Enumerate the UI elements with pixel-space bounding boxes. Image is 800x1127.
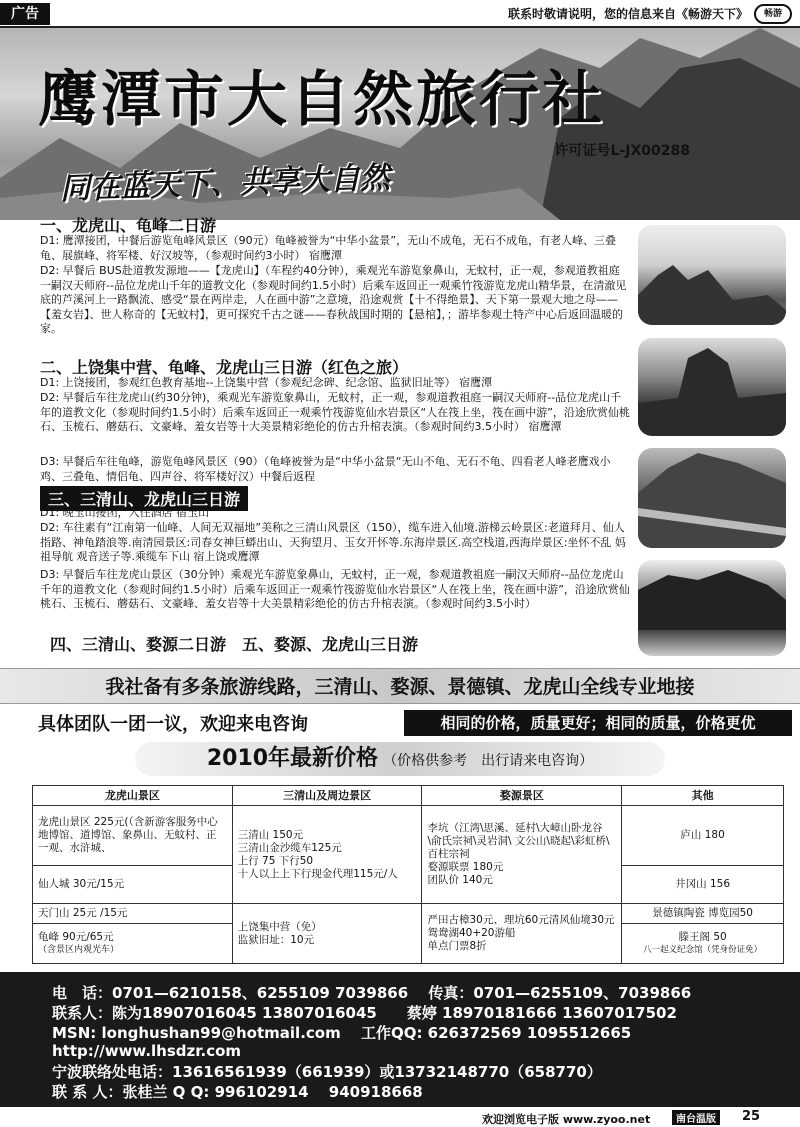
itinerary-day: D2: 早餐后 BUS赴道教发源地——【龙虎山】（车程约40分钟），乘观光车游览象鼻山，无蚊村，正一观，参观道教祖庭一嗣汉天师府--品位龙虎山千年的道教文化（参观时间约1.5小时）后乘车返回正一观乘竹筏游览龙虎山精华景，在清澈见底的芦溪河上一路飘流、感受“景在两岸走，人在画中游”之意境，沿途观赏【十不得绝景】、天下第一景观大地之母——【羞女岩】、世人称奇的【无蚊村】，更可探究千古之谜——春秋战国时期的【悬棺】，；游毕参观土特产中心后返回温暖的家。 (40, 264, 627, 335)
cell-line: 十人以上上下行现金代理115元/人 (237, 867, 398, 880)
msn-line: MSN: longhushan99@hotmail.com 工作QQ: 626372569 1095512665 (52, 1024, 632, 1042)
price-note: （价格供参考 出行请来电咨询） (383, 753, 594, 769)
table-cell (422, 806, 622, 904)
scenery-photo (638, 338, 786, 436)
table-cell: 天门山 25元 /15元 (33, 904, 233, 924)
section-title: 二、上饶集中营、龟峰、龙虎山三日游（红色之旅） (40, 358, 409, 377)
cell-line: 上饶集中营（免） (237, 920, 322, 933)
table-header: 其他 (622, 786, 784, 806)
table-cell: 龙虎山景区 225元(（含新游客服务中心地博馆、道博馆、象鼻山、无蚊村、正一观、水浒城、 (33, 806, 233, 866)
cell-line: 监狱旧址：10元 (237, 933, 315, 946)
consult-slogan: 具体团队一团一议，欢迎来电咨询 (38, 714, 308, 735)
table-header: 龙虎山景区 (33, 786, 233, 806)
contact-footer (0, 972, 800, 1107)
section-title: 四、三清山、婺源二日游 五、婺源、龙虎山三日游 (50, 635, 419, 654)
cell-line: 单点门票8折 (427, 940, 487, 952)
cell-line: 李坑（江湾\思溪、延村\大嶂山卧龙谷\俞氏宗祠\灵岩洞\ 文公山\晓起\彩虹桥\ (427, 822, 610, 847)
itinerary-day: D1: 晚玉山接团，入住酒店 宿玉山 (40, 506, 210, 519)
itinerary-day: D1: 鹰潭接团，中餐后游览龟峰风景区（90元）龟峰被誉为“中华小盆景”，无山不成龟，无石不成龟，有老人峰、三叠龟、展旗峰、将军楼、好汉坡等，（参观时间约3小时） 宿鹰潭 (40, 234, 617, 262)
table-cell: 仙人城 30元/15元 (33, 866, 233, 904)
price-header (135, 742, 665, 776)
table-cell (622, 924, 784, 964)
website-link[interactable]: http://www.lhsdzr.com (52, 1042, 242, 1060)
slogan: 同在蓝天下、共享大自然 (59, 160, 391, 207)
quality-slogan: 相同的价格，质量更好；相同的质量，价格更优 (404, 710, 792, 736)
ningbo-line: 宁波联络处电话：13616561939（661939）或13732148770（658770） (52, 1063, 602, 1081)
itinerary-day: D2: 早餐后车往龙虎山(约30分钟)，乘观光车游览象鼻山，无蚊村，正一观，参观道教祖庭一嗣汉天师府--品位龙虎山千年的道教文化（参观时间约1.5小时）后乘车返回正一观乘竹筏游览仙水岩景区“人在筏上坐，筏在画中游”，沿途欣赏仙桃石、玉梳石、蘑菇石、文豪峰、羞女岩等十大美景精彩绝伦的仿古升棺表演。（参观时间约3.5小时） 宿鹰潭 (40, 391, 630, 433)
magazine-logo: 畅游 (754, 4, 792, 24)
cell-line: 鸳鸯湖40+20游船 (427, 927, 516, 939)
top-note: 联系时敬请说明，您的信息来自《畅游天下》 (507, 7, 748, 21)
table-cell: 庐山 180 (622, 806, 784, 866)
contact-line: 联 系 人：张桂兰 Q Q: 996102914 940918668 (52, 1083, 423, 1101)
table-cell (232, 806, 422, 904)
itinerary-day: D3: 早餐后车往龟峰，游览龟峰风景区（90）（龟峰被誉为是“中华小盆景“无山不龟、无石不龟、四看老人峰老鹰戏小鸡、三叠龟、情侣龟、四声谷、将军楼好汉）中餐后返程 (40, 455, 611, 483)
license-number: 许可证号L-JX00288 (554, 143, 690, 159)
cell-line: 婺源联票 180元 (427, 861, 504, 873)
agency-title: 鹰潭市大自然旅行社 (38, 65, 605, 135)
page-number: 25 (742, 1109, 761, 1124)
bottom-bar (0, 1108, 800, 1127)
scenery-photo (638, 560, 786, 656)
table-cell: 景德镇陶瓷 博览园50 (622, 904, 784, 924)
cell-line: 龟峰 90元/65元 (38, 930, 114, 943)
itinerary-day: D3: 早餐后车往龙虎山景区（30分钟）乘观光车游览象鼻山，无蚊村，正一观，参观道教祖庭一嗣汉天师府--品位龙虎山千年的道教文化（参观时间约1.5小时）后乘车返回正一观乘竹筏游览仙水岩景区“人在筏上坐，筏在画中游”，沿途欣赏仙桃石、玉梳石、蘑菇石、文豪峰、羞女岩等十大美景精彩绝伦的仿古升棺表演。（参观时间约3.5小时） (40, 568, 630, 610)
contact-line: 联系人：陈为18907016045 13807016045 蔡婷 18970181666 13607017502 (52, 1004, 677, 1022)
cell-line: 百柱宗祠 (427, 848, 470, 860)
table-cell: 井冈山 156 (622, 866, 784, 904)
cell-line: 严田古樟30元、理坑60元清风仙境30元 (427, 914, 615, 926)
ebook-link[interactable]: 欢迎浏览电子版 www.zyoo.net (482, 1113, 651, 1126)
section-title: 一、龙虎山、龟峰二日游 (40, 216, 217, 235)
cell-line: 三清山金沙缆车125元 (237, 841, 342, 854)
cell-line: （含景区内观光车） (38, 944, 120, 955)
phone-line: 电 话：0701—6210158、6255109 7039866 传真：0701—6255109、7039866 (52, 984, 692, 1002)
section-title: 三、三清山、龙虎山三日游 (40, 486, 248, 511)
itinerary-day: D1: 上饶接团，参观红色教育基地--上饶集中营（参观纪念碑、纪念馆、监狱旧址等） 宿鹰潭 (40, 376, 493, 389)
itinerary-day: D2: 车往素有“江南第一仙峰、人间无双福地”美称之三清山风景区（150），缆车进入仙境.游梯云岭景区:老道拜月、仙人指路、神龟踏浪等.南清园景区:司春女神巨蟒出山、天狗望月、玉女开怀等.东海岸景区.高空栈道,西海岸景区:坐怀不乱 妈祖导航 观音送子等.乘缆车下山 宿上饶或鹰潭 (40, 521, 626, 563)
routes-banner: 我社备有多条旅游线路，三清山、婺源、景德镇、龙虎山全线专业地接 (0, 668, 800, 704)
cell-line: 团队价 140元 (427, 874, 493, 886)
table-cell (232, 904, 422, 964)
edition-badge: 南台温版 (672, 1110, 720, 1125)
table-cell (422, 904, 622, 964)
cell-line: 滕王阁 50 (678, 930, 727, 943)
table-cell (33, 924, 233, 964)
price-table (32, 785, 784, 964)
price-title: 2010年最新价格 (206, 746, 379, 771)
table-header: 三清山及周边景区 (232, 786, 422, 806)
ad-tag: 广告 (0, 3, 50, 25)
cell-line: 八一起义纪念馆（凭身份证免） (643, 944, 763, 955)
cell-line: 上行 75 下行50 (237, 854, 314, 867)
table-header: 婺源景区 (422, 786, 622, 806)
scenery-photo (638, 448, 786, 548)
cell-line: 三清山 150元 (237, 828, 304, 841)
scenery-photo (638, 225, 786, 325)
